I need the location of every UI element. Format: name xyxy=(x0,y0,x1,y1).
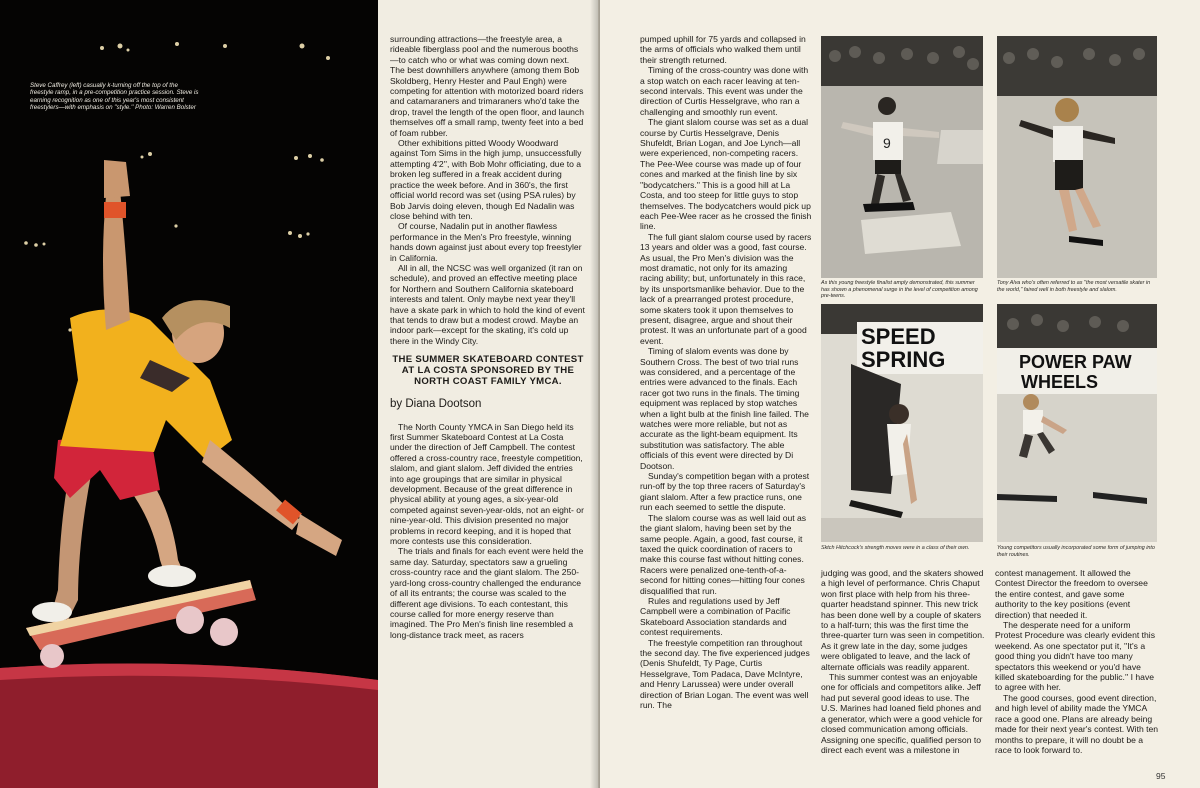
paragraph: Other exhibitions pitted Woody Woodward against Tom Sims in the high jump, unsuccessfully attempting 4'2'', with Bob Mohr officiating, due to a broken leg suffered in a freak accident during practice the week before. And in 360's, the first official world record was set (using PSA rules) by Bob Jarvis doing eleven, though Ed Nadalin was close behind with ten. xyxy=(390,138,582,221)
jersey-number: 9 xyxy=(883,135,891,151)
paragraph: surrounding attractions—the freestyle area, a rideable fiberglass pool and the numerous booths—to catch who or what was coming down next. The best downhillers anywhere (among them Bob Skoldberg, Henry Hester and Paul Engh) were competing for attention with motorized board riders and catamaraners and trimaraners who'd take the drop, travel the length of the open floor, and launch themselves off a small ramp, twenty feet into a bed of foam rubber. xyxy=(390,34,584,138)
hitchcock-image xyxy=(821,304,983,542)
paragraph: The desperate need for a uniform Protest Procedure was clearly evident this weekend. As one spectator put it, ''It's a good thing you didn't have too many spectators this weekend or you'd have killed skateboarding for the public.'' I have to agree with her. xyxy=(995,620,1156,693)
banner-wheels: WHEELS xyxy=(1021,372,1099,392)
paragraph: judging was good, and the skaters showed a high level of performance. Chris Chaput won first place with help from his three-quarter headstand spinner. This new trick has been done well by a couple of skaters to a half-turn; this was the first time the three-quarter turn was seen in competition. As it grew late in the day, some judges were obligated to leave, and the lack of alternate officials was readily apparent. xyxy=(821,568,985,672)
photo-young-competitors xyxy=(997,304,1157,542)
main-skater-photo xyxy=(0,0,378,788)
banner-spring: SPRING xyxy=(861,347,946,372)
young-competitor-image xyxy=(997,304,1157,542)
paragraph: All in all, the NCSC was well organized (it ran on schedule), and proved an effective meeting place for Northern and Southern California skateboard interests and talent. Only maybe next year they'll have a skate park in which to hold the kind of event that tends to draw but a modest crowd. Maybe an indoor park—except for the skating, it's cold up there in the Windy City. xyxy=(390,262,585,346)
photo-freestyle-finalist xyxy=(821,36,983,278)
paragraph: The North County YMCA in San Diego held its first Summer Skateboard Contest at La Costa under the direction of Jeff Campbell. The contest offered a cross-country race, freestyle competition, slalom, and giant slalom. Jeff divided the entries into age groupings that are similar in physical development. Because of the great difference in physical ability at young ages, a six-year-old competed against seven-year-olds, not an eight- or nine-year-old. This division presented no major problems in record keeping, and it is hoped that more contests use this consideration. xyxy=(390,421,584,547)
paragraph: pumped uphill for 75 yards and collapsed in the arms of officials who walked them until their strength returned. xyxy=(640,34,806,65)
article-headline: THE SUMMER SKATEBOARD CONTEST AT LA COSTA SPONSORED BY THE NORTH COAST FAMILY YMCA. xyxy=(392,354,584,388)
paragraph: The freestyle competition ran throughout the second day. The five experienced judges (Denis Shufeldt, Ty Page, Curtis Hesselgrave, Tom Padaca, Dave McIntyre, and Henry Larussea) were under overall direction of Brian Logan. The event was well run. The xyxy=(640,637,810,710)
byline: by Diana Dootson xyxy=(390,398,482,411)
page-number: 95 xyxy=(1156,771,1166,781)
paragraph: This summer contest was an enjoyable one for officials and competitors alike. Jeff had put several good ideas to use. The U.S. Marines had loaned field phones and a generator, which were a good vehicle for closed communication among officials. Assigning one specific, qualified person to direct each event was a milestone in xyxy=(821,672,983,755)
paragraph: Sunday's competition began with a protest run-off by the top three racers of Saturday's giant slalom. After a few practice runs, one run each seemed to settle the dispute. xyxy=(640,471,810,513)
article-column-1 xyxy=(390,34,586,640)
paragraph: The giant slalom course was set as a dual course by Curtis Hesselgrave, Denis Shufeldt, Brian Logan, and Joe Lynch—all were experienced, non-competing racers. The Pee-Wee course was made up of four cones and marked at the finish line by six ''bodycatchers.'' This is a good hill at La Costa, and too steep for little guys to stop themselves. The bodycatchers would pick up each Pee-Wee racer as he crossed the finish line. xyxy=(640,117,812,232)
caption-tony-alva: Tony Alva who's often referred to as ''the most versatile skater in the world,'' faired well in both freestyle and slalom. xyxy=(997,280,1151,293)
caption-freestyle-finalist: As this young freestyle finalist amply demonstrated, this summer has shown a phenomenal surge in the level of competition among pre-teens. xyxy=(821,280,978,300)
banner-power-paw: POWER PAW xyxy=(1019,352,1132,372)
freestyle-finalist-image xyxy=(821,36,983,278)
main-photo-caption: Steve Caffrey (left) casually k-turning off the top of the freestyle ramp, in a pre-competition practice session. Steve is earning recognition as one of this year's most consistent freestylers—with emphasis on ''style.'' Photo: Warren Bolster xyxy=(30,82,199,112)
tony-alva-image xyxy=(997,36,1157,278)
article-column-2 xyxy=(640,34,812,710)
caption-young-competitors: Young competitors usually incorporated some form of jumping into their routines. xyxy=(997,545,1155,558)
paragraph: The trials and finals for each event were held the same day. Saturday, spectators saw a grueling cross-country race and the giant slalom. The 250-yard-long cross-country challenged the endurance of all its entrants; the course was scaled to the different age divisions. To each contestant, this course called for more energy reserve than imagined. The Pro Men's finish line resembled a long-distance track meet, as racers xyxy=(390,546,584,640)
photo-sktch-hitchcock xyxy=(821,304,983,542)
paragraph: Rules and regulations used by Jeff Campbell were a combination of Pacific Skateboard Association standards and contest requirements. xyxy=(640,595,791,638)
right-page xyxy=(600,0,1200,788)
photo-tony-alva xyxy=(997,36,1157,278)
banner-speed: SPEED xyxy=(861,324,936,349)
paragraph: Timing of the cross-country was done with a stop watch on each racer leaving at ten-second intervals. This event was under the direction of Curtis Hesselgrave, who ran a challenging and smoothly run event. xyxy=(640,65,809,117)
skater-illustration xyxy=(0,0,378,788)
paragraph: The full giant slalom course used by racers 13 years and older was a good, fast course. As usual, the Pro Men's division was the most dramatic, not only for its amazing racing ability; but, unfortunately in this race, by its unsportsmanlike behavior. Due to the lack of a prearranged protest procedure, some skaters took it upon themselves to present, disagree, argue and shout their protest. It was an unfortunate part of a good event. xyxy=(640,231,812,346)
article-column-3 xyxy=(821,568,985,755)
caption-hitchcock: Sktch Hitchcock's strength moves were in a class of their own. xyxy=(821,545,970,551)
paragraph: contest management. It allowed the Contest Director the freedom to oversee the entire contest, and gave some authority to the key positions (event direction) that needed it. xyxy=(995,568,1148,620)
paragraph: Timing of slalom events was done by Southern Cross. The best of two trial runs was considered, and a percentage of the entries were advanced to the finals. Each racer got two runs in the finals. The timing equipment was replaced by stop watches when a light bulb at the finish line failed. The watches were more reliable, but not as accurate as the light-beam equipment. Its substitution was satisfactory. The able officials of this event were directed by Di Dootson. xyxy=(640,346,809,471)
paragraph: Of course, Nadalin put in another flawless performance in the Men's Pro freestyle, winning hands down against just about every top freestyler in California. xyxy=(390,221,582,263)
left-page xyxy=(0,0,598,788)
paragraph: The slalom course was as well laid out as the giant slalom, having been set by the same people. Again, a good, fast course, it taxed the quick coordination of racers to make this course fast without hitting cones. Racers were penalized one-tenth-of-a-second for hitting cones—hitting four cones disqualified that run. xyxy=(640,512,807,596)
paragraph: The good courses, good event direction, and high level of ability made the YMCA race a good one. Plans are already being made for their next year's contest. With ten months to prepare, it will no doubt be a race to look forward to. xyxy=(995,692,1159,755)
article-column-4 xyxy=(995,568,1159,755)
